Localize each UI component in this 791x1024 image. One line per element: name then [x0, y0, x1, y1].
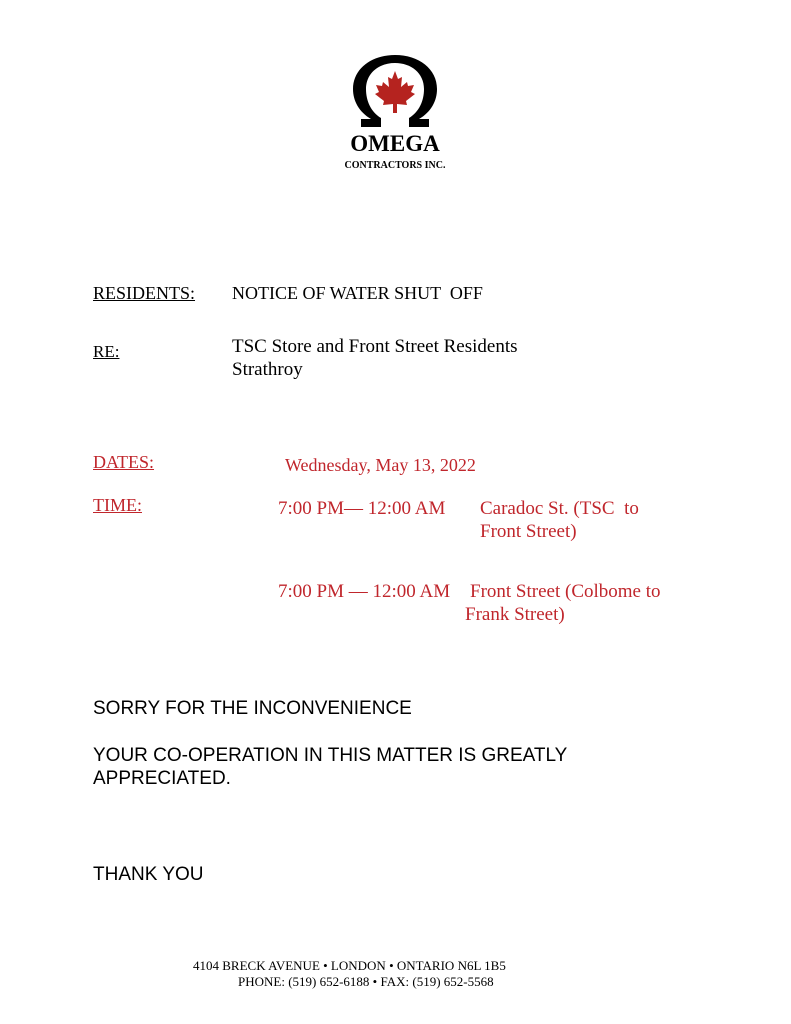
footer-address: 4104 BRECK AVENUE • LONDON • ONTARIO N6L 1B5 — [193, 958, 506, 973]
cooperation-line-1: YOUR CO-OPERATION IN THIS MATTER IS GREATLY — [93, 745, 568, 766]
cooperation-line-2: APPRECIATED. — [93, 768, 231, 789]
schedule-time-2: 7:00 PM — 12:00 AM — [278, 581, 451, 602]
dates-label: DATES: — [93, 452, 155, 472]
schedule-location-2-line-2: Frank Street) — [465, 604, 565, 625]
re-line-1: TSC Store and Front Street Residents — [232, 336, 518, 357]
schedule-location-1-line-1: Caradoc St. (TSC to — [480, 498, 639, 519]
company-subtitle: CONTRACTORS INC. — [344, 160, 446, 171]
notice-title: NOTICE OF WATER SHUT OFF — [232, 283, 483, 303]
dates-value: Wednesday, May 13, 2022 — [285, 455, 476, 475]
time-label: TIME: — [93, 495, 142, 515]
omega-logo-icon — [353, 55, 437, 133]
schedule-time-1: 7:00 PM— 12:00 AM — [278, 498, 446, 519]
residents-label: RESIDENTS: — [93, 283, 196, 303]
schedule-location-2-line-1: Front Street (Colbome to — [470, 581, 661, 602]
thank-you: THANK YOU — [93, 864, 204, 885]
re-label: RE: — [93, 342, 120, 361]
footer-contact: PHONE: (519) 652-6188 • FAX: (519) 652-5568 — [238, 974, 494, 989]
re-line-2: Strathroy — [232, 359, 303, 380]
schedule-location-1-line-2: Front Street) — [480, 521, 577, 542]
apology-message: SORRY FOR THE INCONVENIENCE — [93, 698, 412, 719]
company-name: OMEGA — [350, 131, 440, 156]
maple-leaf-icon — [375, 71, 415, 113]
